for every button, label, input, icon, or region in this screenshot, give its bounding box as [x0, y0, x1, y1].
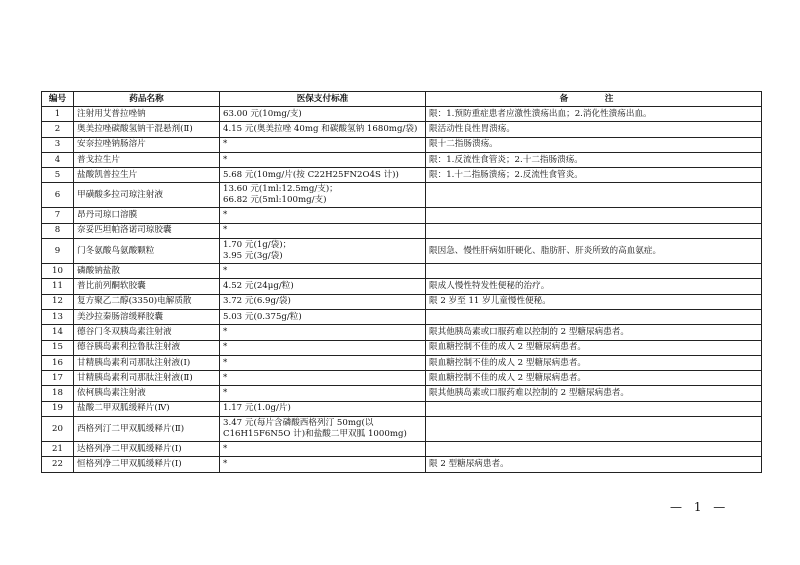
remark: 限其他胰岛素或口服药难以控制的 2 型糖尿病患者。: [426, 386, 762, 401]
table-row: [42, 107, 762, 122]
remark: [426, 401, 762, 416]
table-row: [42, 152, 762, 167]
drug-name: 美沙拉秦肠溶缓释胶囊: [74, 309, 220, 324]
payment-standard-line: *: [223, 388, 228, 399]
remark: 限：1.十二指肠溃疡；2.反流性食管炎。: [426, 168, 762, 183]
table-row: [42, 355, 762, 370]
payment-standard-line: *: [223, 443, 228, 454]
payment-standard: [220, 137, 426, 152]
payment-standard: [220, 325, 426, 340]
remark: 限因急、慢性肝病如肝硬化、脂肪肝、肝炎所致的高血氨症。: [426, 239, 762, 264]
payment-standard: [220, 355, 426, 370]
payment-standard: [220, 208, 426, 223]
row-number: 4: [42, 152, 74, 167]
table-row: [42, 183, 762, 208]
payment-standard-line: 4.15 元(奥美拉唑 40mg 和碳酸氢钠 1680mg/袋): [223, 123, 418, 134]
payment-standard: [220, 168, 426, 183]
payment-standard-line: 13.60 元(1ml:12.5mg/支)；: [223, 184, 338, 195]
page-number: — 1 —: [670, 500, 730, 514]
payment-standard: [220, 417, 426, 442]
payment-standard-line: 1.17 元(1.0g/片): [223, 403, 291, 414]
drug-name: 甘精胰岛素利司那肽注射液(Ⅰ): [74, 355, 220, 370]
drug-name: 复方聚乙二醇(3350)电解质散: [74, 294, 220, 309]
remark: [426, 208, 762, 223]
row-number: 16: [42, 355, 74, 370]
payment-standard-line: *: [223, 372, 228, 383]
payment-standard-line: 63.00 元(10mg/支): [223, 108, 302, 119]
remark: 限 2 岁至 11 岁儿童慢性便秘。: [426, 294, 762, 309]
payment-standard-line: 66.82 元(5ml:100mg/支): [223, 195, 327, 206]
remark: 限：1.反流性食管炎；2.十二指肠溃疡。: [426, 152, 762, 167]
row-number: 13: [42, 309, 74, 324]
table-row: [42, 264, 762, 279]
payment-standard-line: *: [223, 357, 228, 368]
row-number: 9: [42, 239, 74, 264]
remark: [426, 417, 762, 442]
remark: [426, 264, 762, 279]
row-number: 8: [42, 223, 74, 238]
header-remarks: 备 注: [426, 92, 762, 107]
row-number: 18: [42, 386, 74, 401]
table-row: [42, 279, 762, 294]
payment-standard: [220, 183, 426, 208]
row-number: 2: [42, 122, 74, 137]
payment-standard: [220, 309, 426, 324]
table-row: [42, 239, 762, 264]
drug-name: 奥美拉唑碳酸氢钠干混悬剂(Ⅱ): [74, 122, 220, 137]
payment-standard: [220, 294, 426, 309]
payment-standard-line: 1.70 元(1g/袋)；: [223, 240, 292, 251]
table-row: [42, 208, 762, 223]
drug-name: 盐酸二甲双胍缓释片(Ⅳ): [74, 401, 220, 416]
remark: 限其他胰岛素或口服药难以控制的 2 型糖尿病患者。: [426, 325, 762, 340]
table-body: [42, 107, 762, 473]
drug-name: 安奈拉唑钠肠溶片: [74, 137, 220, 152]
row-number: 11: [42, 279, 74, 294]
payment-standard-line: *: [223, 265, 228, 276]
table-row: [42, 401, 762, 416]
payment-standard-line: 5.68 元(10mg/片(按 C22H25FN2O4S 计)): [223, 169, 399, 180]
drug-name: 注射用艾普拉唑钠: [74, 107, 220, 122]
payment-standard: [220, 442, 426, 457]
drug-name: 昂丹司琼口溶膜: [74, 208, 220, 223]
remark: 限十二指肠溃疡。: [426, 137, 762, 152]
payment-standard-line: 3.72 元(6.9g/袋): [223, 296, 291, 307]
table-row: [42, 325, 762, 340]
row-number: 7: [42, 208, 74, 223]
payment-standard-line: 5.03 元(0.375g/粒): [223, 311, 302, 322]
payment-standard-line: 3.95 元(3g/袋): [223, 251, 283, 262]
remark: 限活动性良性胃溃疡。: [426, 122, 762, 137]
drug-name: 普比前列酮软胶囊: [74, 279, 220, 294]
payment-standard: [220, 223, 426, 238]
remark: [426, 442, 762, 457]
row-number: 15: [42, 340, 74, 355]
payment-standard: [220, 457, 426, 472]
payment-standard: [220, 340, 426, 355]
row-number: 5: [42, 168, 74, 183]
payment-standard: [220, 264, 426, 279]
table-row: [42, 340, 762, 355]
payment-standard: [220, 239, 426, 264]
payment-standard-line: *: [223, 210, 228, 221]
row-number: 19: [42, 401, 74, 416]
drug-name: 磷酸钠盐散: [74, 264, 220, 279]
payment-standard-line: 3.47 元(每片含磷酸西格列汀 50mg(以: [223, 418, 374, 429]
row-number: 22: [42, 457, 74, 472]
drug-name: 德谷门冬双胰岛素注射液: [74, 325, 220, 340]
row-number: 10: [42, 264, 74, 279]
drug-name: 德谷胰岛素利拉鲁肽注射液: [74, 340, 220, 355]
row-number: 14: [42, 325, 74, 340]
drug-name: 普戈拉生片: [74, 152, 220, 167]
row-number: 12: [42, 294, 74, 309]
table-row: [42, 294, 762, 309]
table-row: [42, 223, 762, 238]
payment-standard-line: *: [223, 342, 228, 353]
remark: [426, 223, 762, 238]
payment-standard: [220, 122, 426, 137]
payment-standard: [220, 152, 426, 167]
table-row: [42, 168, 762, 183]
table-row: [42, 371, 762, 386]
payment-standard: [220, 279, 426, 294]
drug-name: 甲磺酸多拉司琼注射液: [74, 183, 220, 208]
drug-name: 依柯胰岛素注射液: [74, 386, 220, 401]
row-number: 17: [42, 371, 74, 386]
remark: 限血糖控制不佳的成人 2 型糖尿病患者。: [426, 371, 762, 386]
row-number: 20: [42, 417, 74, 442]
payment-standard: [220, 107, 426, 122]
table-header-row: [42, 92, 762, 107]
payment-standard-line: *: [223, 458, 228, 469]
row-number: 3: [42, 137, 74, 152]
drug-name: 盐酸凯普拉生片: [74, 168, 220, 183]
payment-standard-line: C16H15F6N5O 计)和盐酸二甲双胍 1000mg): [223, 429, 407, 440]
payment-standard-line: *: [223, 139, 228, 150]
table-row: [42, 442, 762, 457]
table-row: [42, 122, 762, 137]
table-row: [42, 309, 762, 324]
drug-name: 西格列汀二甲双胍缓释片(Ⅱ): [74, 417, 220, 442]
payment-standard: [220, 386, 426, 401]
row-number: 6: [42, 183, 74, 208]
table-row: [42, 417, 762, 442]
header-payment-standard: 医保支付标准: [220, 92, 426, 107]
remark: 限血糖控制不佳的成人 2 型糖尿病患者。: [426, 355, 762, 370]
payment-standard-line: *: [223, 154, 228, 165]
remark: 限 2 型糖尿病患者。: [426, 457, 762, 472]
payment-standard: [220, 401, 426, 416]
table-row: [42, 457, 762, 472]
payment-standard: [220, 371, 426, 386]
remark: 限血糖控制不佳的成人 2 型糖尿病患者。: [426, 340, 762, 355]
header-drug-name: 药品名称: [74, 92, 220, 107]
remark: [426, 183, 762, 208]
drug-name: 达格列净二甲双胍缓释片(Ⅰ): [74, 442, 220, 457]
table-row: [42, 137, 762, 152]
drug-name: 门冬氨酸鸟氨酸颗粒: [74, 239, 220, 264]
header-number: 编号: [42, 92, 74, 107]
table-row: [42, 386, 762, 401]
row-number: 21: [42, 442, 74, 457]
drug-name: 恒格列净二甲双胍缓释片(Ⅰ): [74, 457, 220, 472]
drug-name: 奈妥匹坦帕洛诺司琼胶囊: [74, 223, 220, 238]
remark: 限成人慢性特发性便秘的治疗。: [426, 279, 762, 294]
row-number: 1: [42, 107, 74, 122]
payment-standard-line: *: [223, 225, 228, 236]
payment-standard-line: *: [223, 326, 228, 337]
drug-payment-table: [41, 91, 762, 473]
payment-standard-line: 4.52 元(24μg/粒): [223, 281, 294, 292]
remark: 限：1.预防重症患者应激性溃疡出血；2.消化性溃疡出血。: [426, 107, 762, 122]
remark: [426, 309, 762, 324]
drug-name: 甘精胰岛素利司那肽注射液(Ⅱ): [74, 371, 220, 386]
